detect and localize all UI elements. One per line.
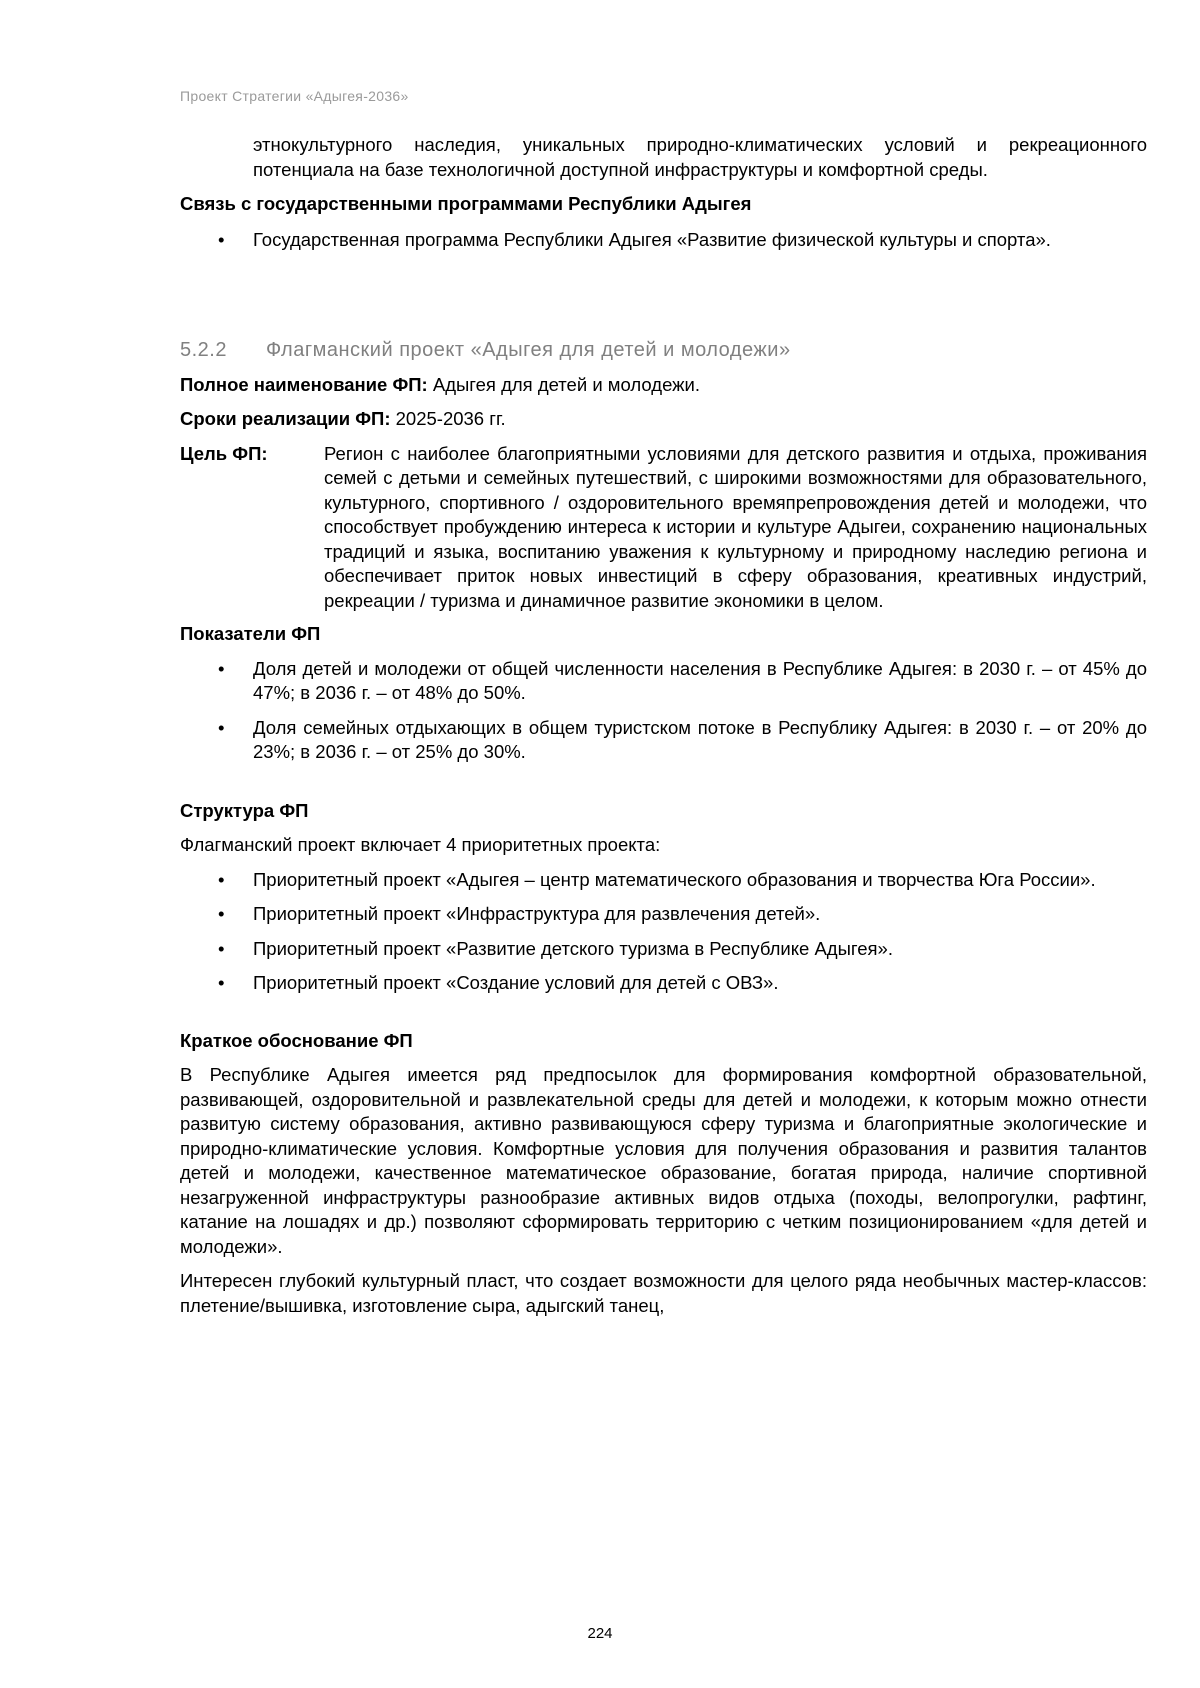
list-item: • Приоритетный проект «Инфраструктура для развлечения детей». [180, 902, 1147, 927]
section-heading [180, 338, 1147, 363]
structure-intro: Флагманский проект включает 4 приоритетных проекта: [180, 834, 661, 855]
list-item: • Государственная программа Республики Адыгея «Развитие физической культуры и спорта». [180, 228, 1147, 253]
rationale-paragraph: В Республике Адыгея имеется ряд предпосылок для формирования комфортной образовательной, развивающей, оздоровительной и развлекательной среды для детей и молодежи, к которым можно отнести развитую систему образования, активно развивающуюся сферу туризма и благоприятные экологические и природно-климатические условия. Комфортные условия для получения образования и развития талантов детей и молодежи, качественное математическое образование, богатая природа, наличие спортивной незагруженной инфраструктуры разнообразие активных видов отдыха (походы, велопрогулки, рафтинг, катание на лошадях и др.) позволяют сформировать территорию с четким позиционированием «для детей и молодежи». [180, 1064, 1147, 1257]
page-content [180, 133, 1147, 1318]
list-item: • Приоритетный проект «Развитие детского туризма в Республике Адыгея». [180, 937, 1147, 962]
indicators-heading: Показатели ФП [180, 623, 321, 644]
timeline-label: Сроки реализации ФП: [180, 408, 391, 429]
goal-block [180, 442, 1147, 614]
list-item: • Приоритетный проект «Создание условий для детей с ОВЗ». [180, 971, 1147, 996]
page-number: 224 [587, 1625, 613, 1642]
list-item: • Доля семейных отдыхающих в общем туристском потоке в Республику Адыгея: в 2030 г. – от 20% до 23%; в 2036 г. – от 25% до 30%. [180, 716, 1147, 765]
section-number: 5.2.2 [180, 339, 227, 361]
list-item: • Приоритетный проект «Адыгея – центр математического образования и творчества Юга России». [180, 868, 1147, 893]
rationale-heading: Краткое обоснование ФП [180, 1029, 413, 1051]
full-name-line [180, 373, 1147, 398]
indicators-list [180, 657, 1147, 765]
timeline-value: 2025-2036 гг. [395, 408, 506, 429]
rationale-paragraph: Интересен глубокий культурный пласт, что создает возможности для целого ряда необычных мастер-классов: плетение/вышивка, изготовление сыра, адыгский танец, [180, 1270, 1147, 1316]
goal-text: Регион с наиболее благоприятными условиями для детского развития и отдыха, проживания семей с детьми и семейных путешествий, с широкими возможностями для образовательного, культурного, спортивного / оздоровительного времяпрепровождения детей и молодежи, что способствует пробуждению интереса к истории и культуре Адыгеи, сохранению национальных традиций и языка, воспитанию уважения к культурному и природному наследию региона и обеспечивает приток новых инвестиций в сферу образования, креативных индустрий, рекреации / туризма и динамичное развитие экономики в целом. [324, 442, 1147, 611]
structure-heading: Структура ФП [180, 799, 309, 821]
state-programs-list [180, 228, 1147, 253]
full-name-label: Полное наименование ФП: [180, 373, 428, 395]
running-header: Проект Стратегии «Адыгея-2036» [180, 88, 409, 104]
state-programs-heading: Связь с государственными программами Республики Адыгея [180, 193, 752, 214]
goal-label: Цель ФП: [180, 442, 268, 464]
structure-list [180, 868, 1147, 996]
intro-paragraph: этнокультурного наследия, уникальных природно-климатических условий и рекреационного потенциала на базе технологичной доступной инфраструктуры и комфортной среды. [253, 134, 1147, 180]
section-title: Флагманский проект «Адыгея для детей и молодежи» [266, 339, 791, 361]
list-item: • Доля детей и молодежи от общей численности населения в Республике Адыгея: в 2030 г. – от 45% до 47%; в 2036 г. – от 48% до 50%. [180, 657, 1147, 706]
timeline-line [180, 407, 1147, 432]
full-name-value: Адыгея для детей и молодежи. [432, 373, 701, 395]
